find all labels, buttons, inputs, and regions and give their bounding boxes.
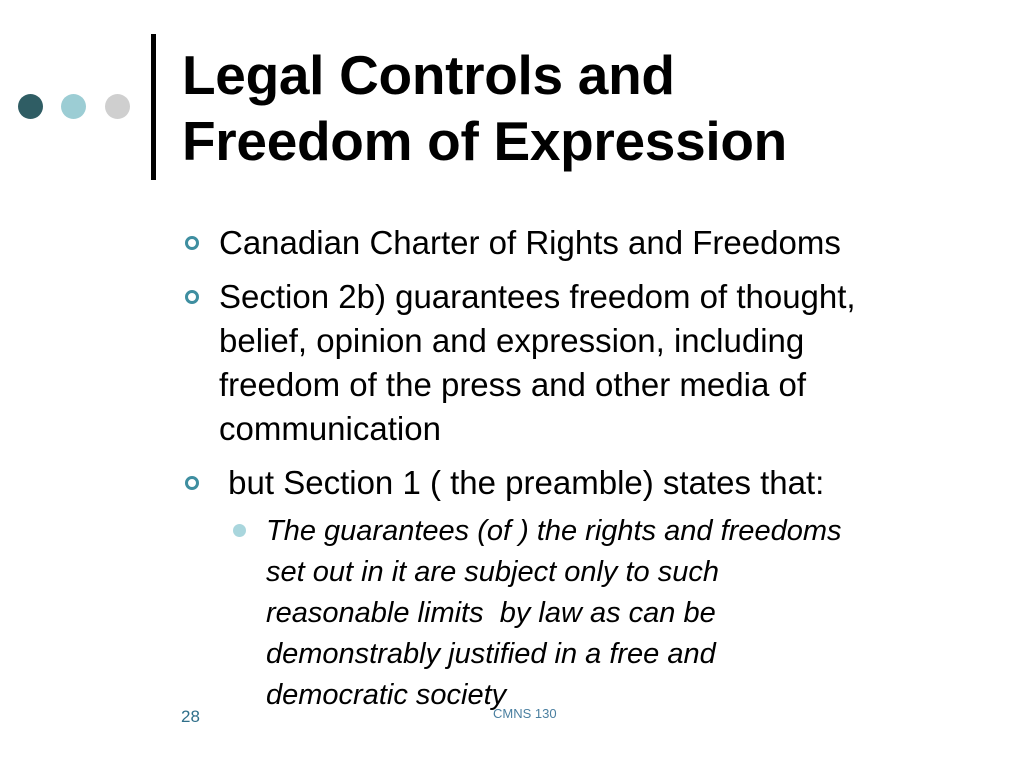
grey-dot [105,94,130,119]
bullet-text: Canadian Charter of Rights and Freedoms [219,224,841,261]
ring-bullet-icon [185,290,199,304]
slide-number: 28 [181,707,200,726]
bullet-text: belief, opinion and expression, including [219,322,805,359]
bullet-item [182,275,962,451]
title-divider [151,34,156,180]
slide-footer: CMNS 130 [493,706,557,721]
dot-bullet-icon [233,524,246,537]
bullet-text: but Section 1 ( the preamble) states that: [219,464,825,501]
slide-title [182,42,982,174]
sub-bullet-text: set out in it are subject only to such [266,556,719,588]
sub-bullet-item [182,511,962,716]
title-line: Freedom of Expression [182,110,787,172]
bullet-text: communication [219,410,441,447]
bullet-item [182,461,962,505]
dark-teal-dot [18,94,43,119]
title-line: Legal Controls and [182,44,675,106]
ring-bullet-icon [185,476,199,490]
sub-bullet-text: demonstrably justified in a free and [266,638,716,670]
bullet-text: freedom of the press and other media of [219,366,807,403]
bullet-text: Section 2b) guarantees freedom of thought, [219,278,856,315]
sub-bullet-text: reasonable limits by law as can be [266,597,716,629]
sub-bullet-text: The guarantees (of ) the rights and freedoms [266,515,842,547]
ring-bullet-icon [185,236,199,250]
slide-body [182,221,962,716]
bullet-item [182,221,962,265]
light-teal-dot [61,94,86,119]
sub-bullet-text: democratic society [266,679,507,711]
